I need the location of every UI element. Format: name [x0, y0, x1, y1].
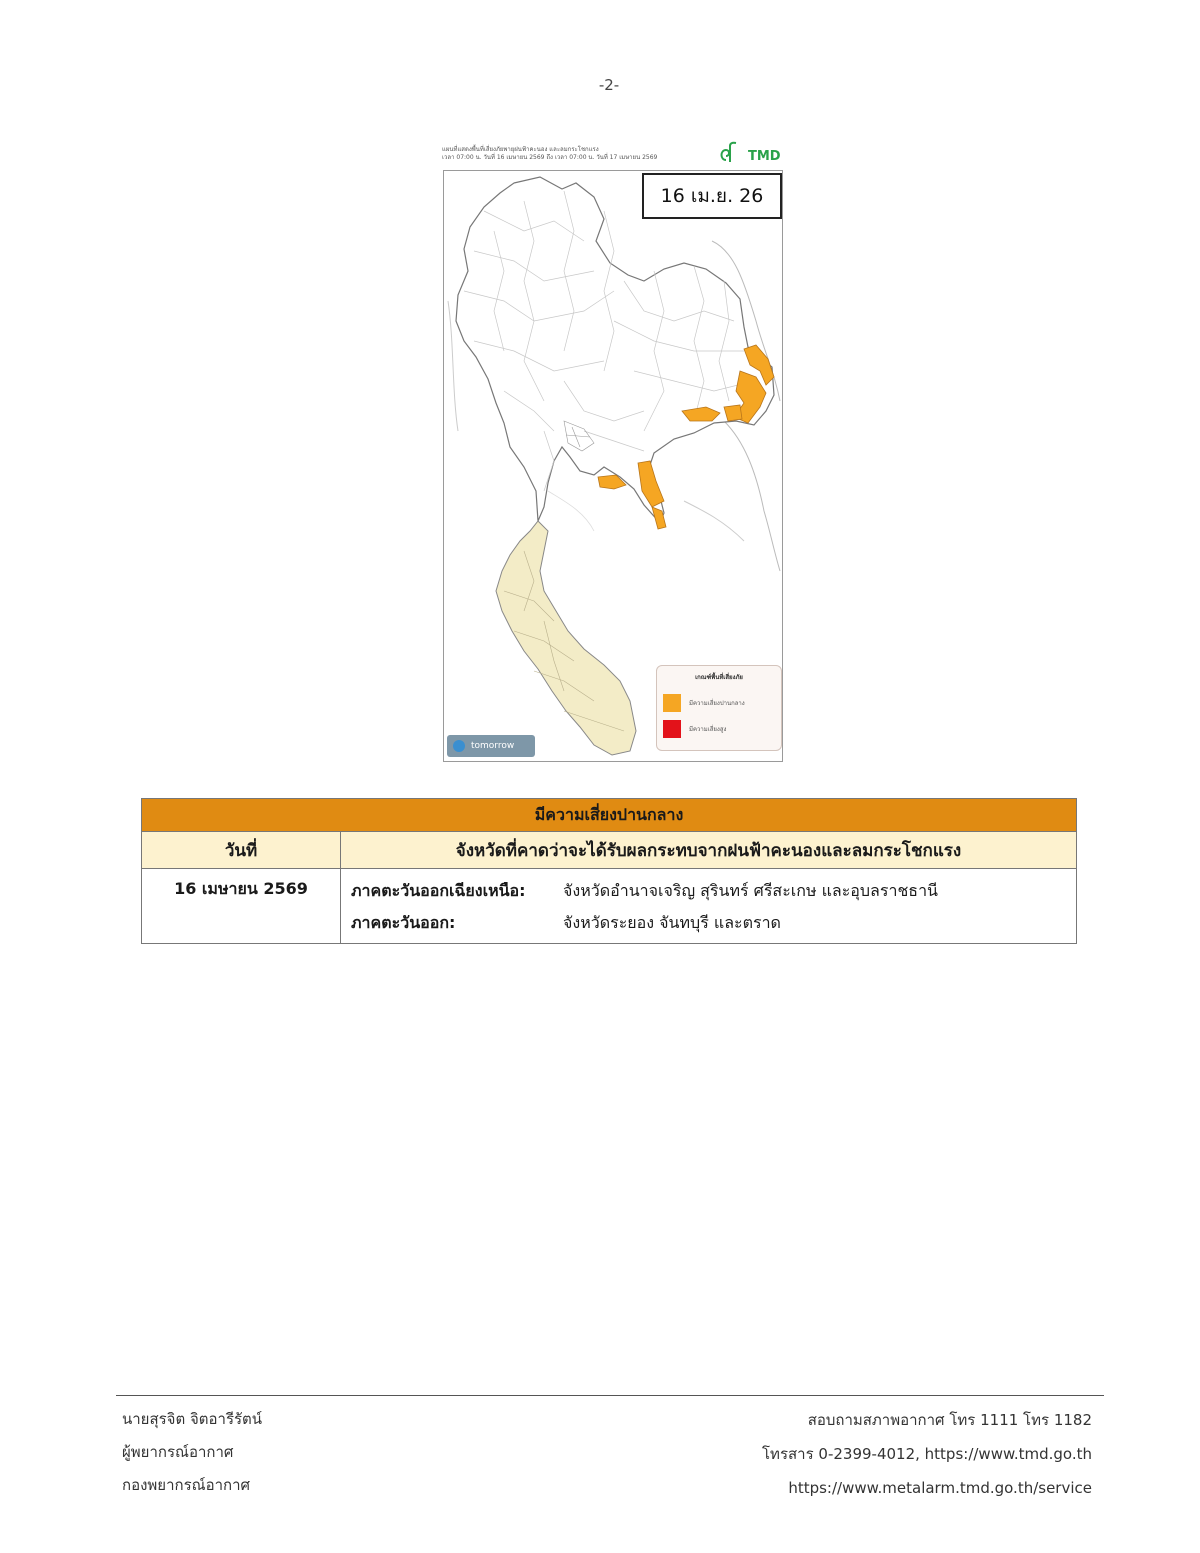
signer-title: ผู้พยากรณ์อากาศ — [122, 1443, 234, 1461]
legend-swatch-moderate — [663, 694, 681, 712]
page-number: -2- — [598, 76, 620, 94]
contact-block — [762, 1403, 1092, 1505]
table-cell-date: 16 เมษายน 2569 — [142, 869, 341, 944]
map-caption-line-1: แผนที่แสดงพื้นที่เสี่ยงภัยพายุฝนฟ้าคะนอง และลมกระโชกแรง — [442, 146, 599, 153]
table-header-date: วันที่ — [142, 832, 341, 869]
contact-fax-website: โทรสาร 0-2399-4012, https://www.tmd.go.th — [762, 1445, 1092, 1463]
table-banner: มีความเสี่ยงปานกลาง — [142, 799, 1077, 832]
legend-swatch-high — [663, 720, 681, 738]
signer-division: กองพยากรณ์อากาศ — [122, 1476, 251, 1494]
tomorrow-badge — [447, 735, 535, 757]
legend-title: เกณฑ์พื้นที่เสี่ยงภัย — [695, 674, 743, 681]
signature-block — [122, 1403, 262, 1502]
tomorrow-logo-icon — [453, 740, 465, 752]
map-header — [442, 146, 786, 170]
signer-name: นายสุรจิต จิตอารีรัตน์ — [122, 1410, 263, 1428]
footer-divider — [116, 1395, 1104, 1396]
legend-label-high: มีความเสี่ยงสูง — [689, 726, 727, 733]
tomorrow-badge-text: tomorrow — [471, 741, 515, 751]
map-legend — [656, 665, 782, 751]
risk-table — [141, 798, 1077, 944]
thailand-south — [496, 521, 636, 755]
table-header-provinces: จังหวัดที่คาดว่าจะได้รับผลกระทบจากฝนฟ้าคะนองและลมกระโชกแรง — [341, 832, 1077, 869]
region-name: ภาคตะวันออก: — [351, 912, 456, 932]
region-provinces: จังหวัดอำนาจเจริญ สุรินทร์ ศรีสะเกษ และอุบลราชธานี — [563, 880, 938, 900]
legend-label-moderate: มีความเสี่ยงปานกลาง — [689, 700, 745, 707]
table-row — [142, 869, 1077, 944]
table-cell-regions — [341, 869, 1077, 944]
contact-phone: สอบถามสภาพอากาศ โทร 1111 โทร 1182 — [807, 1411, 1092, 1429]
region-line-east — [351, 907, 1076, 939]
region-line-northeast — [351, 875, 1076, 907]
contact-service-link[interactable]: https://www.metalarm.tmd.go.th/service — [788, 1479, 1092, 1497]
map-caption — [442, 146, 724, 162]
thailand-risk-map — [443, 170, 783, 762]
map-caption-line-2: เวลา 07:00 น. วันที่ 16 เมษายน 2569 ถึง เวลา 07:00 น. วันที่ 17 เมษายน 2569 — [442, 154, 658, 161]
tmd-logo-icon — [716, 140, 786, 166]
tmd-logo-text: TMD — [748, 149, 781, 164]
region-name: ภาคตะวันออกเฉียงเหนือ: — [351, 880, 526, 900]
region-provinces: จังหวัดระยอง จันทบุรี และตราด — [563, 912, 781, 932]
map-date-label: 16 เม.ย. 26 — [642, 173, 782, 219]
